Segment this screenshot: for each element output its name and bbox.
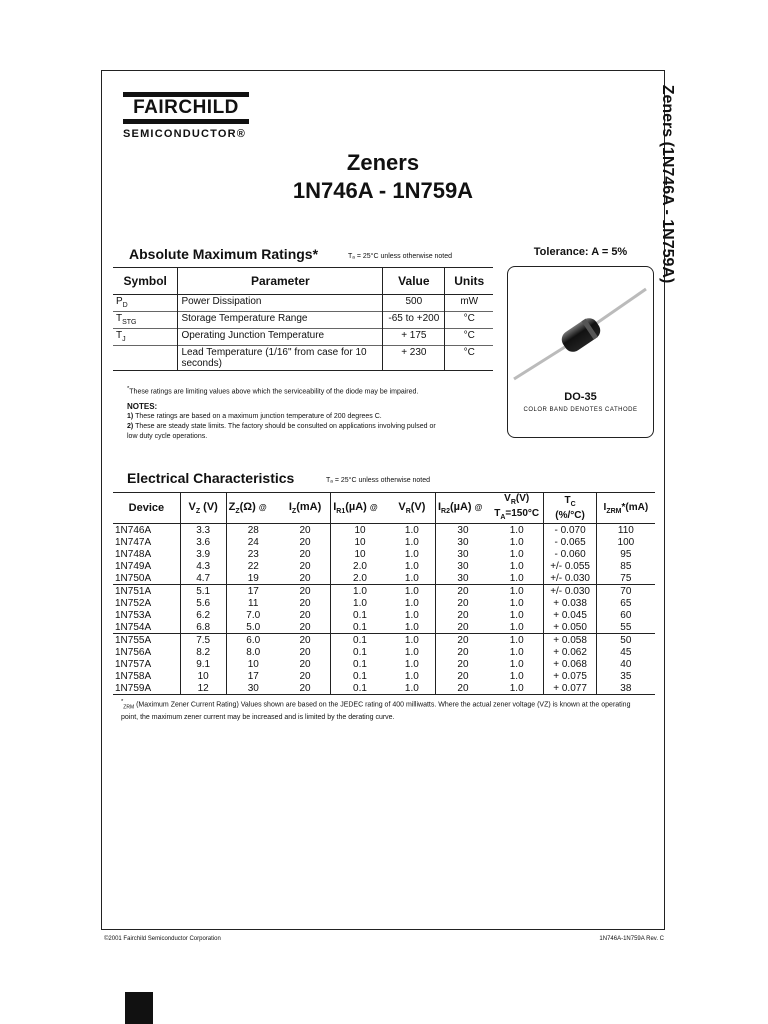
izrm-cell: 55 (596, 621, 655, 634)
ir2-cell: 20 (435, 585, 490, 598)
parameter-cell: Lead Temperature (1/16" from case for 10 seconds) (178, 346, 383, 371)
device-cell: 1N747A (115, 536, 152, 548)
tolerance-label: Tolerance: A = 5% (533, 246, 628, 258)
table-row (113, 621, 655, 634)
iz-cell: 20 (299, 536, 311, 548)
elec-title: Electrical Characteristics (127, 470, 295, 486)
col-ir1: $I_{R1}(\mu A)$ @ (331, 493, 389, 524)
vz-cell: 6.2 (180, 609, 226, 621)
tc-cell: + 0.058 (544, 634, 596, 647)
logo-bar-bottom (123, 119, 249, 124)
ir1-cell: 0.1 (331, 621, 389, 634)
device-cell: 1N757A (115, 658, 152, 670)
vz-cell: 3.6 (180, 536, 226, 548)
zz-cell: 23 (226, 548, 280, 560)
device-cell: 1N752A (115, 597, 152, 609)
ir2-cell: 20 (435, 646, 490, 658)
izrm-cell: 45 (596, 646, 655, 658)
vz-cell: 9.1 (180, 658, 226, 670)
zz-cell: 5.0 (226, 621, 280, 634)
iz-cell: 20 (299, 548, 311, 560)
parameter-cell: Operating Junction Temperature (178, 329, 383, 346)
tc-cell: +/- 0.030 (544, 585, 596, 598)
vr2-cell: 1.0 (509, 670, 524, 682)
device-cell: 1N751A (115, 585, 152, 597)
units-cell: °C (445, 329, 493, 346)
izrm-cell: 70 (596, 585, 655, 598)
value-cell: 500 (383, 295, 445, 312)
ir2-cell: 20 (435, 682, 490, 695)
logo-text: FAIRCHILD (133, 97, 239, 118)
vr-cell: 1.0 (404, 536, 419, 548)
tc-cell: + 0.068 (544, 658, 596, 670)
iz-cell: 20 (299, 658, 311, 670)
device-cell: 1N746A (115, 524, 152, 536)
vr2-cell: 1.0 (509, 548, 524, 560)
zz-cell: 24 (226, 536, 280, 548)
vr-cell: 1.0 (404, 609, 419, 621)
iz-cell: 20 (299, 524, 311, 536)
izrm-cell: 110 (596, 524, 655, 537)
iz-cell: 20 (299, 560, 311, 572)
units-cell: °C (445, 312, 493, 329)
vz-cell: 4.7 (180, 572, 226, 585)
zz-cell: 17 (226, 670, 280, 682)
tc-cell: +/- 0.030 (544, 572, 596, 585)
parameter-cell: Power Dissipation (178, 295, 383, 312)
device-cell: 1N749A (115, 560, 152, 572)
col-symbol: Symbol (113, 268, 178, 295)
table-row (113, 670, 655, 682)
ir1-cell: 1.0 (331, 597, 389, 609)
vr2-cell: 1.0 (490, 621, 544, 634)
ir2-cell: 30 (435, 524, 490, 537)
table-row (113, 572, 655, 585)
tc-cell: + 0.038 (544, 597, 596, 609)
table-row (113, 524, 655, 537)
ir2-cell: 20 (435, 609, 490, 621)
value-cell: + 175 (383, 329, 445, 346)
col-vr: $V_R(V)$ (389, 493, 436, 524)
izrm-cell: 50 (596, 634, 655, 647)
izrm-cell: 85 (596, 560, 655, 572)
tc-cell: - 0.065 (544, 536, 596, 548)
zz-cell: 22 (226, 560, 280, 572)
device-cell: 1N748A (115, 548, 152, 560)
device-cell: 1N758A (115, 670, 152, 682)
ir2-cell: 30 (435, 548, 490, 560)
value-cell: + 230 (383, 346, 445, 371)
table-row (113, 548, 655, 560)
side-title-text: Zeners (1N746A - 1N759A) (659, 84, 676, 284)
ir2-cell: 20 (435, 658, 490, 670)
izrm-cell: 40 (596, 658, 655, 670)
col-vr-150: $V_R(V)$ $T_A=150^\circ C$ (490, 493, 544, 524)
zz-cell: 7.0 (226, 609, 280, 621)
izrm-cell: 65 (596, 597, 655, 609)
elec-footnote: *$_{ZRM}$ (Maximum Zener Current Rating) Values shown are based on the JEDEC rating of 400 milliwatts. Where the actual zener voltage (VZ) is known at the operating point, the maximum zener current may be increased and is limited by the derating curve. (121, 699, 631, 721)
vr2-cell: 1.0 (509, 524, 524, 536)
tc-cell: - 0.060 (544, 548, 596, 560)
table-row (113, 585, 655, 598)
symbol-cell (113, 346, 178, 371)
table-row (113, 346, 493, 371)
tc-cell: + 0.062 (544, 646, 596, 658)
vr-cell: 1.0 (404, 560, 419, 572)
vz-cell: 5.6 (180, 597, 226, 609)
vr2-cell: 1.0 (509, 609, 524, 621)
vr-cell: 1.0 (404, 524, 419, 536)
iz-cell: 20 (299, 646, 311, 658)
vz-cell: 12 (180, 682, 226, 695)
col-device: Device (113, 493, 180, 524)
iz-cell: 20 (299, 670, 311, 682)
zz-cell: 8.0 (226, 646, 280, 658)
table-row (113, 609, 655, 621)
device-cell: 1N759A (113, 682, 180, 695)
symbol-cell: $T_J$ (113, 329, 178, 346)
ir1-cell: 0.1 (331, 670, 389, 682)
package-box (507, 266, 654, 438)
ir2-cell: 30 (435, 572, 490, 585)
footer-revision: 1N746A-1N759A Rev. C (599, 936, 664, 942)
col-zz: $Z_Z(\Omega)$ @ (226, 493, 280, 524)
tc-cell: +/- 0.055 (544, 560, 596, 572)
vr-cell: 1.0 (404, 646, 419, 658)
vr2-cell: 1.0 (509, 597, 524, 609)
vr2-cell: 1.0 (509, 560, 524, 572)
symbol-cell: $P_D$ (113, 295, 178, 312)
col-ir2: $I_{R2}(\mu A)$ @ (435, 493, 490, 524)
symbol-cell: $T_{STG}$ (113, 312, 178, 329)
table-row (113, 312, 493, 329)
vr-cell: 1.0 (404, 585, 419, 597)
vz-cell: 8.2 (180, 646, 226, 658)
vr-cell: 1.0 (404, 634, 419, 646)
value-cell: -65 to +200 (383, 312, 445, 329)
ir1-cell: 0.1 (331, 682, 389, 695)
vr2-cell: 1.0 (490, 682, 544, 695)
table-row (113, 295, 493, 312)
table-row (113, 536, 655, 548)
iz-cell: 20 (299, 597, 311, 609)
parameter-cell: Storage Temperature Range (178, 312, 383, 329)
ir1-cell: 0.1 (331, 646, 389, 658)
device-cell: 1N756A (115, 646, 152, 658)
vr2-cell: 1.0 (509, 658, 524, 670)
zz-cell: 19 (226, 572, 280, 585)
vr-cell: 1.0 (389, 621, 436, 634)
page-title: Zeners (346, 150, 420, 175)
ir2-cell: 20 (435, 621, 490, 634)
device-cell: 1N750A (113, 572, 180, 585)
izrm-cell: 60 (596, 609, 655, 621)
vz-cell: 3.3 (180, 524, 226, 537)
col-vz: $V_Z$ (V) (180, 493, 226, 524)
footer-copyright: ©2001 Fairchild Semiconductor Corporation (104, 936, 221, 942)
package-name: DO-35 (564, 391, 597, 403)
vr-cell: 1.0 (404, 597, 419, 609)
vr-cell: 1.0 (389, 572, 436, 585)
table-row (113, 646, 655, 658)
col-parameter: Parameter (178, 268, 383, 295)
ir1-cell: 2.0 (331, 572, 389, 585)
col-iz: $I_Z(mA)$ (280, 493, 331, 524)
vr2-cell: 1.0 (509, 585, 524, 597)
zz-cell: 17 (226, 585, 280, 598)
ir1-cell: 0.1 (331, 609, 389, 621)
diode-icon (508, 267, 652, 387)
device-cell: 1N754A (113, 621, 180, 634)
logo-subtext: SEMICONDUCTOR® (123, 128, 247, 140)
izrm-cell: 35 (596, 670, 655, 682)
iz-cell: 20 (280, 572, 331, 585)
corner-block (125, 992, 153, 1024)
abs-max-condition: Tₐ = 25°C unless otherwise noted (348, 253, 453, 260)
col-units: Units (445, 268, 493, 295)
vz-cell: 10 (180, 670, 226, 682)
ir1-cell: 0.1 (331, 658, 389, 670)
col-izrm: $I_{ZRM}*(mA)$ (596, 493, 655, 524)
table-row (113, 597, 655, 609)
tc-cell: + 0.075 (544, 670, 596, 682)
vr-cell: 1.0 (404, 548, 419, 560)
note-1: 1) These ratings are based on a maximum junction temperature of 200 degrees C. (127, 413, 382, 420)
vr2-cell: 1.0 (509, 634, 524, 646)
ir1-cell: 10 (331, 548, 389, 560)
vr-cell: 1.0 (404, 658, 419, 670)
ir1-cell: 0.1 (331, 634, 389, 647)
iz-cell: 20 (299, 609, 311, 621)
iz-cell: 20 (280, 621, 331, 634)
vz-cell: 4.3 (180, 560, 226, 572)
abs-max-table (113, 267, 493, 371)
izrm-cell: 75 (596, 572, 655, 585)
izrm-cell: 95 (596, 548, 655, 560)
izrm-cell: 38 (596, 682, 655, 695)
table-row (113, 658, 655, 670)
zz-cell: 11 (226, 597, 280, 609)
units-cell: mW (445, 295, 493, 312)
abs-max-title: Absolute Maximum Ratings* (129, 246, 319, 262)
device-cell: 1N755A (115, 634, 152, 646)
table-row (113, 560, 655, 572)
tc-cell: + 0.077 (544, 682, 596, 695)
ir1-cell: 1.0 (331, 585, 389, 598)
table-row (113, 634, 655, 647)
table-row (113, 329, 493, 346)
elec-condition: Tₐ = 25°C unless otherwise noted (326, 477, 431, 484)
ir1-cell: 2.0 (331, 560, 389, 572)
vz-cell: 7.5 (180, 634, 226, 647)
notes-title: NOTES: (127, 402, 158, 411)
table-row (113, 682, 655, 695)
vz-cell: 6.8 (180, 621, 226, 634)
iz-cell: 20 (280, 682, 331, 695)
tc-cell: + 0.050 (544, 621, 596, 634)
col-value: Value (383, 268, 445, 295)
iz-cell: 20 (299, 634, 311, 646)
vr-cell: 1.0 (404, 670, 419, 682)
vz-cell: 5.1 (180, 585, 226, 598)
tc-cell: + 0.045 (544, 609, 596, 621)
ir1-cell: 10 (331, 524, 389, 537)
units-cell: °C (445, 346, 493, 371)
izrm-cell: 100 (596, 536, 655, 548)
zz-cell: 10 (226, 658, 280, 670)
iz-cell: 20 (299, 585, 311, 597)
ir2-cell: 20 (435, 670, 490, 682)
device-cell: 1N753A (115, 609, 152, 621)
zz-cell: 30 (226, 682, 280, 695)
package-caption: COLOR BAND DENOTES CATHODE (523, 407, 638, 413)
note-2: 2) These are steady state limits. The factory should be consulted on applications involving pulsed or low duty cycle operations. (127, 423, 436, 440)
col-tc: $T_C$ (%/°C) (544, 493, 596, 524)
ir2-cell: 30 (435, 560, 490, 572)
vr2-cell: 1.0 (490, 572, 544, 585)
ir1-cell: 10 (331, 536, 389, 548)
page-subtitle: 1N746A - 1N759A (292, 178, 474, 203)
ir2-cell: 30 (435, 536, 490, 548)
vr-cell: 1.0 (389, 682, 436, 695)
vr2-cell: 1.0 (509, 646, 524, 658)
elec-table (113, 492, 655, 695)
zz-cell: 28 (226, 524, 280, 537)
zz-cell: 6.0 (226, 634, 280, 647)
tc-cell: - 0.070 (544, 524, 596, 537)
vz-cell: 3.9 (180, 548, 226, 560)
ir2-cell: 20 (435, 634, 490, 647)
abs-max-footnote: *These ratings are limiting values above which the serviceability of the diode may be impaired. (127, 386, 419, 396)
ir2-cell: 20 (435, 597, 490, 609)
vr2-cell: 1.0 (509, 536, 524, 548)
